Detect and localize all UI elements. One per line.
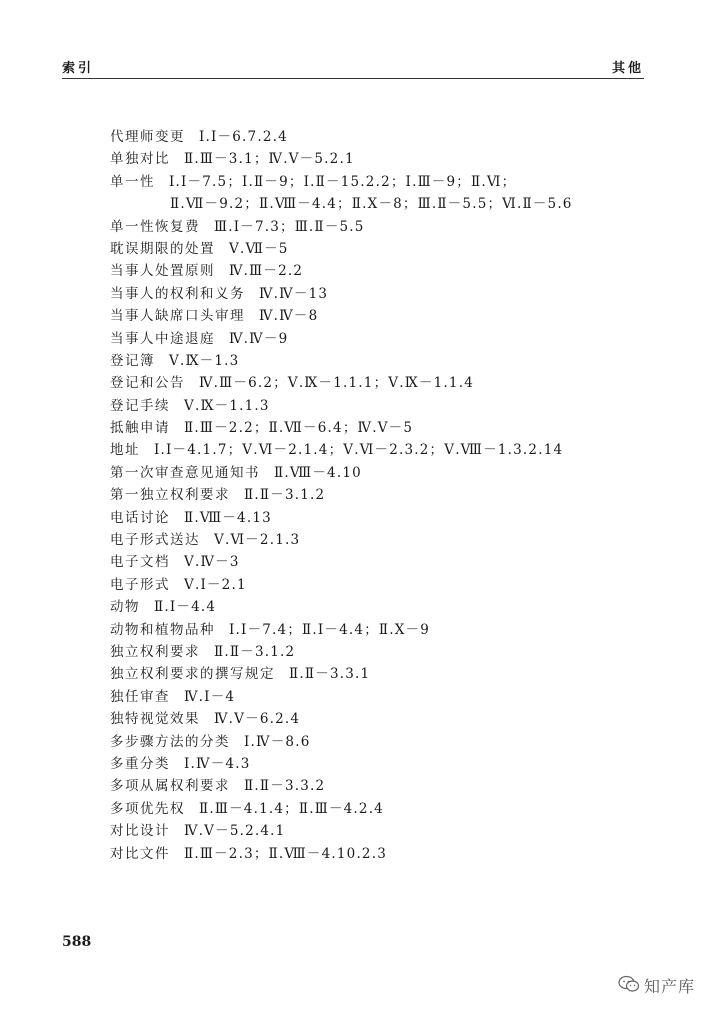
watermark-text: 知产库 bbox=[644, 977, 696, 996]
index-term: 电子文档 bbox=[110, 554, 170, 571]
index-term: 抵触申请 bbox=[110, 420, 170, 437]
wechat-icon bbox=[618, 975, 640, 993]
index-term: 代理师变更 bbox=[110, 129, 185, 145]
index-term: 当事人缺席口头审理 bbox=[110, 308, 245, 325]
index-references: Ⅰ.Ⅰ－7.5；Ⅰ.Ⅱ－9；Ⅰ.Ⅱ－15.2.2；Ⅰ.Ⅲ－9；Ⅱ.Ⅵ； bbox=[169, 173, 517, 190]
index-term: 对比文件 bbox=[110, 845, 170, 862]
index-entry bbox=[110, 507, 670, 529]
index-term: 单一性 bbox=[110, 173, 155, 190]
index-term: 独立权利要求的撰写规定 bbox=[110, 666, 275, 683]
index-entry bbox=[110, 148, 670, 170]
index-references: Ⅲ.Ⅰ－7.3；Ⅲ.Ⅱ－5.5 bbox=[214, 218, 365, 235]
index-entry bbox=[110, 462, 670, 484]
index-entry bbox=[110, 171, 670, 193]
index-term: 登记和公告 bbox=[110, 375, 185, 392]
index-entry bbox=[110, 260, 670, 282]
index-entry bbox=[110, 663, 670, 685]
index-term: 当事人的权利和义务 bbox=[110, 285, 245, 302]
index-entry bbox=[110, 708, 670, 730]
index-entry bbox=[110, 283, 670, 305]
index-term: 电子形式送达 bbox=[110, 532, 200, 549]
index-references: Ⅱ.Ⅲ－3.1；Ⅳ.Ⅴ－5.2.1 bbox=[184, 151, 355, 168]
index-references: Ⅳ.Ⅰ－4 bbox=[184, 688, 236, 705]
index-references: Ⅰ.Ⅳ－4.3 bbox=[184, 755, 251, 772]
index-term: 多项从属权利要求 bbox=[110, 778, 230, 795]
index-entry bbox=[110, 686, 670, 708]
index-references: Ⅱ.Ⅱ－3.1.2 bbox=[214, 643, 296, 660]
index-term: 单一性恢复费 bbox=[110, 218, 200, 235]
index-references: Ⅰ.Ⅰ－6.7.2.4 bbox=[199, 129, 288, 145]
index-references: Ⅱ.Ⅱ－3.3.2 bbox=[244, 778, 326, 795]
index-entry-list bbox=[110, 126, 670, 865]
index-term: 第一独立权利要求 bbox=[110, 487, 230, 504]
index-entry bbox=[110, 529, 670, 551]
index-references: Ⅱ.Ⅲ－4.1.4；Ⅱ.Ⅲ－4.2.4 bbox=[199, 800, 384, 817]
index-term: 多项优先权 bbox=[110, 800, 185, 817]
index-entry bbox=[110, 596, 670, 618]
index-entry bbox=[110, 439, 670, 461]
index-references: Ⅳ.Ⅴ－5.2.4.1 bbox=[184, 823, 286, 840]
index-term: 登记簿 bbox=[110, 352, 155, 369]
index-entry bbox=[110, 619, 670, 641]
index-references: Ⅴ.Ⅵ－2.1.3 bbox=[214, 532, 301, 549]
index-references: Ⅱ.Ⅷ－4.10 bbox=[274, 464, 362, 481]
index-references: Ⅱ.Ⅲ－2.2；Ⅱ.Ⅶ－6.4；Ⅳ.Ⅴ－5 bbox=[184, 420, 414, 437]
index-entry bbox=[110, 395, 670, 417]
index-references: Ⅴ.Ⅳ－3 bbox=[184, 554, 240, 571]
index-entry bbox=[110, 798, 670, 820]
header-right-title: 其他 bbox=[611, 61, 644, 76]
index-term: 电子形式 bbox=[110, 576, 170, 593]
index-term: 动物和植物品种 bbox=[110, 621, 215, 638]
index-entry bbox=[110, 417, 670, 439]
index-references: Ⅳ.Ⅳ－8 bbox=[259, 308, 319, 325]
index-term: 地址 bbox=[110, 442, 140, 459]
index-term: 当事人处置原则 bbox=[110, 263, 215, 280]
index-term: 动物 bbox=[110, 599, 140, 616]
page-number: 588 bbox=[62, 934, 92, 950]
index-references: Ⅱ.Ⅷ－4.13 bbox=[184, 509, 272, 526]
index-entry bbox=[110, 574, 670, 596]
index-references: Ⅳ.Ⅲ－2.2 bbox=[229, 263, 304, 280]
index-references: Ⅱ.Ⅶ－9.2；Ⅱ.Ⅷ－4.4；Ⅱ.Ⅹ－8；Ⅲ.Ⅱ－5.5；Ⅵ.Ⅱ－5.6 bbox=[170, 196, 573, 213]
index-references: Ⅱ.Ⅱ－3.3.1 bbox=[289, 666, 371, 683]
index-entry bbox=[110, 843, 670, 865]
index-term: 独立权利要求 bbox=[110, 643, 200, 660]
header-left-title: 索引 bbox=[62, 61, 95, 76]
index-entry bbox=[110, 551, 670, 573]
index-entry bbox=[110, 731, 670, 753]
index-term: 单独对比 bbox=[110, 151, 170, 168]
index-references: Ⅴ.Ⅰ－2.1 bbox=[184, 576, 247, 593]
index-entry bbox=[110, 305, 670, 327]
running-header bbox=[62, 56, 644, 79]
index-term: 登记手续 bbox=[110, 397, 170, 414]
index-entry bbox=[110, 350, 670, 372]
watermark bbox=[618, 972, 718, 998]
index-term: 独任审查 bbox=[110, 688, 170, 705]
index-entry bbox=[110, 238, 670, 260]
index-references: Ⅴ.Ⅸ－1.1.3 bbox=[184, 397, 270, 414]
index-term: 当事人中途退庭 bbox=[110, 330, 215, 347]
index-entry bbox=[110, 372, 670, 394]
index-entry bbox=[110, 820, 670, 842]
index-term: 第一次审查意见通知书 bbox=[110, 464, 260, 481]
index-references: Ⅳ.Ⅲ－6.2；Ⅴ.Ⅸ－1.1.1；Ⅴ.Ⅸ－1.1.4 bbox=[199, 375, 474, 392]
index-entry bbox=[110, 328, 670, 350]
index-entry bbox=[110, 775, 670, 797]
index-term: 多重分类 bbox=[110, 755, 170, 772]
index-references: Ⅰ.Ⅰ－7.4；Ⅱ.Ⅰ－4.4；Ⅱ.Ⅹ－9 bbox=[229, 621, 431, 638]
index-term: 独特视觉效果 bbox=[110, 711, 200, 728]
index-term: 电话讨论 bbox=[110, 509, 170, 526]
index-entry bbox=[110, 753, 670, 775]
index-references: Ⅱ.Ⅱ－3.1.2 bbox=[244, 487, 326, 504]
index-entry bbox=[110, 126, 670, 148]
index-references: Ⅴ.Ⅶ－5 bbox=[229, 240, 289, 257]
index-entry bbox=[110, 216, 670, 238]
index-entry bbox=[110, 641, 670, 663]
index-entry bbox=[110, 484, 670, 506]
index-term: 耽误期限的处置 bbox=[110, 240, 215, 257]
index-references: Ⅰ.Ⅰ－4.1.7；Ⅴ.Ⅵ－2.1.4；Ⅴ.Ⅵ－2.3.2；Ⅴ.Ⅷ－1.3.2.14 bbox=[154, 442, 564, 459]
index-entry-continuation bbox=[110, 193, 670, 215]
index-references: Ⅱ.Ⅲ－2.3；Ⅱ.Ⅷ－4.10.2.3 bbox=[184, 845, 388, 862]
index-references: Ⅳ.Ⅴ－6.2.4 bbox=[214, 711, 301, 728]
index-references: Ⅰ.Ⅳ－8.6 bbox=[244, 733, 311, 750]
index-references: Ⅴ.Ⅸ－1.3 bbox=[169, 352, 240, 369]
index-references: Ⅳ.Ⅳ－13 bbox=[259, 285, 329, 302]
index-references: Ⅱ.Ⅰ－4.4 bbox=[154, 599, 217, 616]
index-term: 对比设计 bbox=[110, 823, 170, 840]
index-term: 多步骤方法的分类 bbox=[110, 733, 230, 750]
index-references: Ⅳ.Ⅳ－9 bbox=[229, 330, 289, 347]
